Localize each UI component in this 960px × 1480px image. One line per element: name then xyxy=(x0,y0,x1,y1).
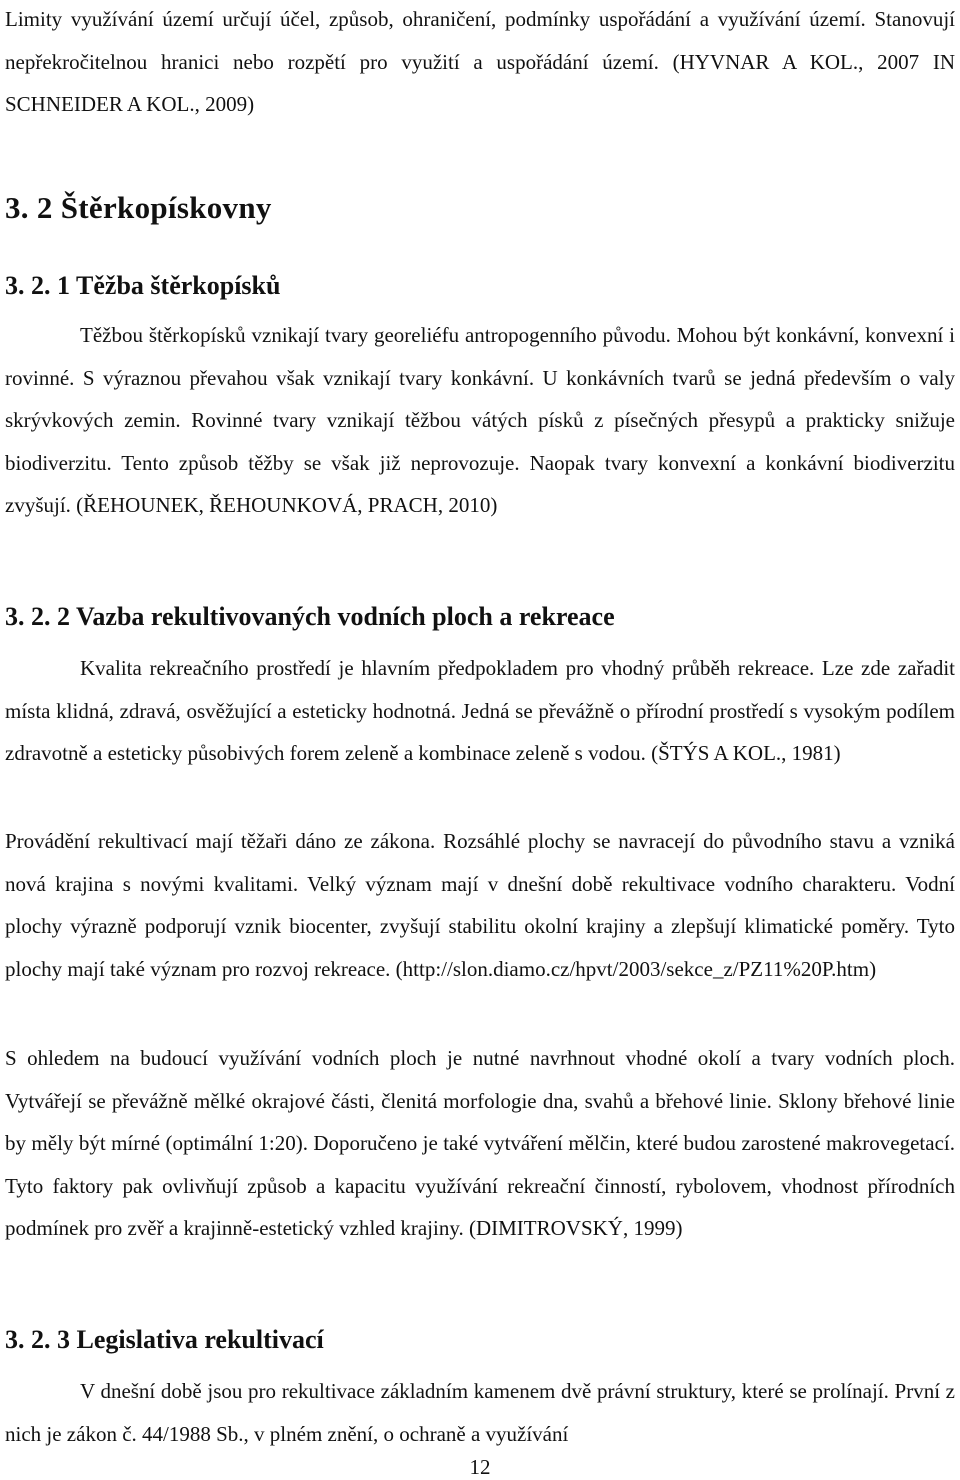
heading-sterkopiskovny: 3. 2 Štěrkopískovny xyxy=(5,190,272,225)
paragraph-ohled: S ohledem na budoucí využívání vodních ploch je nutné navrhnout vhodné okolí a tvary vodních ploch. Vytvářejí se převážně mělké okrajové části, členitá morfologie dna, svahů a břehové linie. Sklony břehové linie by měly být mírné (optimální 1:20). Doporučeno je také vytváření mělčin, které budou zarostené makrovegetací. Tyto faktory pak ovlivňují způsob a kapacitu využívání rekreační činností, rybolovem, vhodnost přírodních podmínek pro zvěř a krajinně-estetický vzhled krajiny. (DIMITROVSKÝ, 1999) xyxy=(5,1046,955,1240)
paragraph-limits: Limity využívání území určují účel, způsob, ohraničení, podmínky uspořádání a využívání území. Stanovují nepřekročitelnou hranici nebo rozpětí pro využití a uspořádání území. (HYVNAR A KOL., 2007 IN SCHNEIDER A KOL., 2009) xyxy=(5,7,955,116)
heading-vazba-rekreace: 3. 2. 2 Vazba rekultivovaných vodních ploch a rekreace xyxy=(5,602,615,631)
heading-legislativa: 3. 2. 3 Legislativa rekultivací xyxy=(5,1325,324,1354)
paragraph-tezba: Těžbou štěrkopísků vznikají tvary georeliéfu antropogenního původu. Mohou být konkávní, konvexní i rovinné. S výraznou převahou však vznikají tvary konkávní. U konkávních tvarů se jedná především o valy skrývkových zemin. Rovinné tvary vznikají těžbou vátých písků z písečných přesypů a prakticky snižuje biodiverzitu. Tento způsob těžby se však již neprovozuje. Naopak tvary konvexní a konkávní biodiverzitu zvyšují. (ŘEHOUNEK, ŘEHOUNKOVÁ, PRACH, 2010) xyxy=(5,323,955,517)
heading-tezba-sterkopisku: 3. 2. 1 Těžba štěrkopísků xyxy=(5,271,281,300)
paragraph-kvalita: Kvalita rekreačního prostředí je hlavním předpokladem pro vhodný průběh rekreace. Lze zde zařadit místa klidná, zdravá, osvěžující a esteticky hodnotná. Jedná se převážně o přírodní prostředí s vysokým podílem zdravotně a esteticky působivých forem zeleně a kombinace zeleně s vodou. (ŠTÝS A KOL., 1981) xyxy=(5,656,955,765)
page-number: 12 xyxy=(469,1455,491,1479)
paragraph-provadeni: Provádění rekultivací mají těžaři dáno ze zákona. Rozsáhlé plochy se navracejí do původního stavu a vzniká nová krajina s novými kvalitami. Velký význam mají v dnešní době rekultivace vodního charakteru. Vodní plochy výrazně podporují vznik biocenter, zvyšují stabilitu okolní krajiny a zlepšují klimatické poměry. Tyto plochy mají také význam pro rozvoj rekreace. (http://slon.diamo.cz/hpvt/2003/sekce_z/PZ11%20P.htm) xyxy=(5,829,955,981)
paragraph-legislativa: V dnešní době jsou pro rekultivace základním kamenem dvě právní struktury, které se prolínají. První z nich je zákon č. 44/1988 Sb., v plném znění, o ochraně a využívání xyxy=(5,1379,955,1446)
